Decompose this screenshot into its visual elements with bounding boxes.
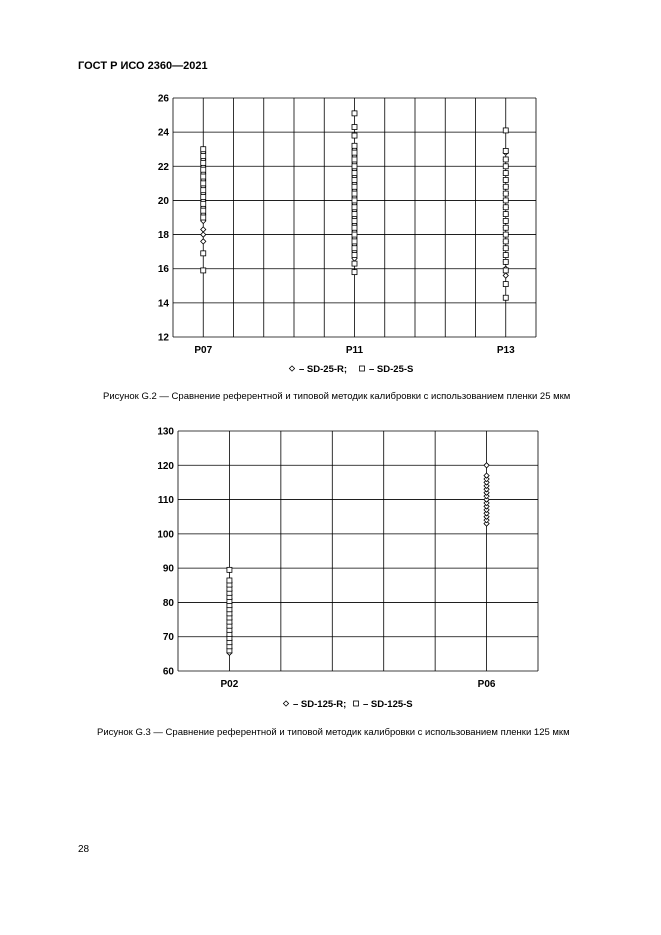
data-point-sd-25-s bbox=[503, 225, 508, 230]
data-point-sd-125-s bbox=[227, 567, 232, 572]
data-point-sd-25-s bbox=[503, 268, 508, 273]
data-point-sd-125-r bbox=[484, 473, 489, 478]
data-point-sd-25-s bbox=[201, 181, 206, 186]
data-point-sd-25-s bbox=[201, 160, 206, 165]
data-point-sd-25-s bbox=[352, 177, 357, 182]
y-tick-label: 60 bbox=[162, 666, 174, 678]
data-point-sd-25-s bbox=[352, 198, 357, 203]
data-point-sd-25-s bbox=[352, 225, 357, 230]
data-point-sd-25-s bbox=[352, 232, 357, 237]
data-point-sd-25-s bbox=[352, 218, 357, 223]
data-point-sd-25-r bbox=[201, 227, 206, 232]
data-point-sd-25-s bbox=[352, 125, 357, 130]
y-tick-label: 20 bbox=[157, 195, 169, 207]
data-point-sd-25-s bbox=[201, 268, 206, 273]
y-tick-label: 26 bbox=[157, 93, 169, 105]
x-tick-label: P02 bbox=[220, 679, 239, 690]
data-point-sd-25-s bbox=[201, 208, 206, 213]
y-tick-label: 16 bbox=[157, 264, 169, 276]
legend-label: – SD-125-S bbox=[363, 699, 413, 710]
data-point-sd-25-s bbox=[503, 259, 508, 264]
data-point-sd-25-s bbox=[352, 143, 357, 148]
data-point-sd-25-r bbox=[201, 239, 206, 244]
data-point-sd-25-s bbox=[201, 167, 206, 172]
data-point-sd-25-s bbox=[201, 251, 206, 256]
data-point-sd-25-s bbox=[201, 195, 206, 200]
data-point-sd-125-s bbox=[227, 578, 232, 583]
data-point-sd-25-s bbox=[503, 282, 508, 287]
legend-label: – SD-25-R; bbox=[299, 364, 348, 375]
data-point-sd-25-s bbox=[201, 188, 206, 193]
legend-marker-square bbox=[354, 701, 359, 706]
legend-marker-diamond bbox=[283, 701, 288, 706]
figure-caption-g2: Рисунок G.2 — Сравнение референтной и типовой методик калибровки с использованием пленки 25 мкм bbox=[103, 391, 571, 402]
data-point-sd-25-s bbox=[503, 218, 508, 223]
data-point-sd-25-s bbox=[352, 157, 357, 162]
y-tick-label: 12 bbox=[157, 332, 169, 344]
data-point-sd-25-s bbox=[503, 164, 508, 169]
data-point-sd-25-s bbox=[503, 295, 508, 300]
data-point-sd-25-s bbox=[201, 147, 206, 152]
data-point-sd-25-s bbox=[503, 205, 508, 210]
data-point-sd-25-s bbox=[201, 174, 206, 179]
data-point-sd-25-s bbox=[201, 215, 206, 220]
y-tick-label: 80 bbox=[162, 597, 174, 609]
data-point-sd-25-s bbox=[503, 212, 508, 217]
chart-1 bbox=[158, 94, 536, 376]
legend-label: – SD-25-S bbox=[369, 364, 414, 375]
legend-label: – SD-125-R; bbox=[293, 699, 347, 710]
data-point-sd-25-s bbox=[352, 261, 357, 266]
x-tick-label: P06 bbox=[477, 679, 496, 690]
data-point-sd-25-s bbox=[503, 148, 508, 153]
data-point-sd-25-s bbox=[503, 157, 508, 162]
y-tick-label: 14 bbox=[157, 298, 169, 310]
chart-2 bbox=[157, 427, 538, 711]
data-point-sd-25-s bbox=[503, 246, 508, 251]
y-tick-label: 18 bbox=[157, 230, 169, 242]
data-point-sd-25-s bbox=[503, 239, 508, 244]
y-tick-label: 90 bbox=[162, 563, 174, 575]
x-tick-label: P11 bbox=[345, 345, 364, 356]
y-tick-label: 130 bbox=[157, 426, 174, 438]
legend-marker-diamond bbox=[289, 366, 294, 371]
data-point-sd-25-s bbox=[503, 177, 508, 182]
data-point-sd-25-s bbox=[503, 232, 508, 237]
data-point-sd-25-s bbox=[352, 246, 357, 251]
data-point-sd-25-s bbox=[352, 270, 357, 275]
x-tick-label: P13 bbox=[496, 345, 515, 356]
legend-marker-square bbox=[360, 366, 365, 371]
y-tick-label: 100 bbox=[157, 529, 174, 541]
y-tick-label: 120 bbox=[157, 460, 174, 472]
y-tick-label: 24 bbox=[157, 127, 169, 139]
data-point-sd-25-s bbox=[352, 205, 357, 210]
figure-caption-g3: Рисунок G.3 — Сравнение референтной и типовой методик калибровки с использованием пленки 125 мкм bbox=[97, 727, 570, 738]
page-number: 28 bbox=[78, 844, 90, 855]
data-point-sd-25-s bbox=[503, 171, 508, 176]
data-point-sd-25-s bbox=[352, 133, 357, 138]
data-point-sd-125-r bbox=[484, 463, 489, 468]
data-point-sd-25-s bbox=[503, 128, 508, 133]
y-tick-label: 22 bbox=[157, 161, 169, 173]
data-point-sd-25-s bbox=[352, 239, 357, 244]
data-point-sd-25-s bbox=[352, 212, 357, 217]
data-point-sd-25-s bbox=[352, 191, 357, 196]
data-point-sd-25-s bbox=[201, 154, 206, 159]
data-point-sd-25-s bbox=[352, 164, 357, 169]
y-tick-label: 110 bbox=[157, 495, 174, 507]
data-point-sd-25-s bbox=[503, 198, 508, 203]
data-point-sd-25-s bbox=[503, 191, 508, 196]
data-point-sd-25-s bbox=[352, 150, 357, 155]
data-point-sd-25-s bbox=[352, 184, 357, 189]
data-point-sd-25-s bbox=[352, 171, 357, 176]
x-tick-label: P07 bbox=[194, 345, 213, 356]
data-point-sd-25-s bbox=[503, 253, 508, 258]
data-point-sd-25-r bbox=[503, 273, 508, 278]
data-point-sd-25-s bbox=[503, 184, 508, 189]
document-header: ГОСТ Р ИСО 2360—2021 bbox=[78, 60, 208, 72]
data-point-sd-25-r bbox=[201, 232, 206, 237]
data-point-sd-25-s bbox=[352, 111, 357, 116]
y-tick-label: 70 bbox=[162, 632, 174, 644]
data-point-sd-25-s bbox=[352, 253, 357, 258]
data-point-sd-25-s bbox=[201, 201, 206, 206]
